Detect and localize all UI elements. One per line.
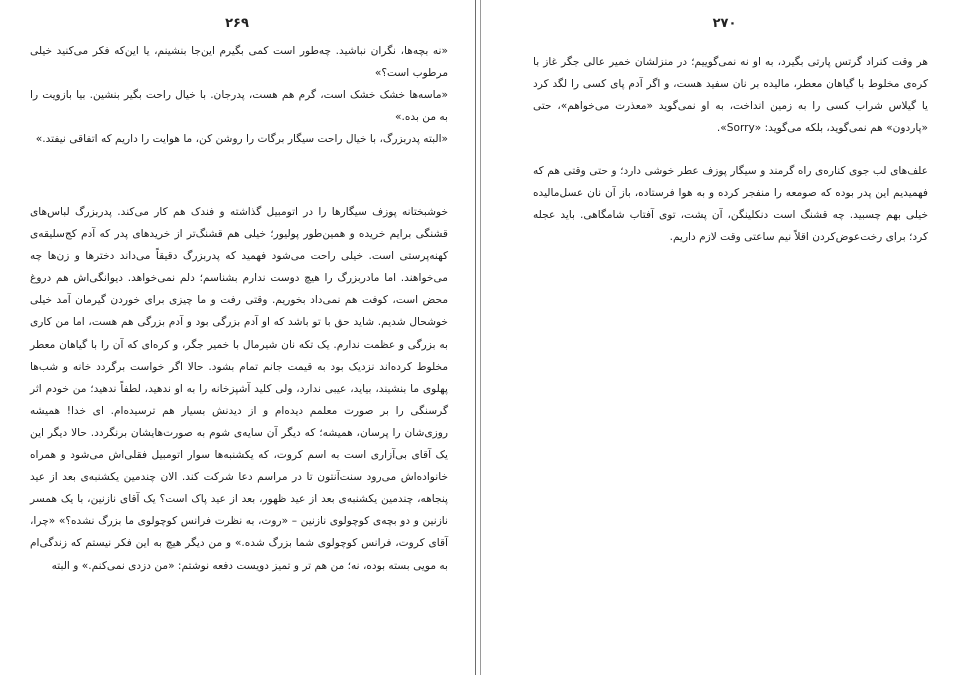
left-page-dialogue bbox=[30, 40, 448, 150]
right-page-paragraph-2 bbox=[533, 160, 928, 248]
right-page bbox=[487, 0, 962, 675]
prose-paragraph: علف‌های لب جوی کناره‌ی راه گرمند و سیگار پوزف عطر خوشی دارد؛ و حتی وقتی هم که فهمیدیم این پدر بوده که صومعه را منفجر کرده و به هوا فرستاده، باز آن نان عسل‌مالیده خیلی بهم چسبید. چه قشنگ است دنکلینگن، آن پشت، توی آفتاب شامگاهی. باید عجله کرد؛ برای رخت‌عوض‌کردن اقلاً نیم ساعتی وقت لازم داریم. bbox=[533, 165, 928, 244]
right-page-number: ۲۷۰ bbox=[712, 16, 737, 31]
left-page-number: ۲۶۹ bbox=[225, 16, 249, 31]
book-gutter bbox=[474, 0, 487, 675]
left-page-prose bbox=[30, 201, 448, 577]
left-page bbox=[0, 0, 474, 675]
prose-paragraph: هر وقت کنراد گرتس پارتی بگیرد، به او نه نمی‌گوییم؛ در منزلشان خمیر عالی جگر غاز با کره‌ی مخلوط با گیاهان معطر، مالیده بر نان سفید هست، و اگر آدم پای کسی را لگد کرد یا گیلاس شراب کسی را به زمین انداخت، به او نمی‌گوید «معذرت می‌خواهم»، حتی «پاردون» هم نمی‌گوید، بلکه می‌گوید: «Sorry». bbox=[533, 56, 928, 135]
gutter-line bbox=[475, 0, 476, 675]
dialogue-line: «البته پدربزرگ، با خیال راحت سیگار برگات را روشن کن، ما هوایت را داریم که اتفاقی نیفتد.» bbox=[35, 133, 448, 146]
gutter-line bbox=[480, 0, 481, 675]
dialogue-line: «ماسه‌ها خشک خشک است، گرم هم هست، پدرجان. با خیال راحت بگیر بنشین. بیا بازویت را به من بده.» bbox=[30, 89, 448, 124]
dialogue-line: «نه بچه‌ها، نگران نباشید. چه‌طور است کمی بگیرم این‌جا بنشینم، یا این‌که فکر می‌کنید خیلی مرطوب است؟» bbox=[30, 45, 448, 80]
right-page-paragraph-1 bbox=[533, 51, 928, 139]
prose-paragraph: خوشبختانه پوزف سیگارها را در اتومبیل گذاشته و فندک هم کار می‌کند. پدربزرگ لباس‌های قشنگی برایم خریده و همین‌طور پولیور؛ خیلی هم قشنگ‌تر از خریدهای پدر که آدم کج‌سلیقه‌ی کهنه‌پرستی است. خیلی راحت می‌شود فهمید که پدربزرگ دقیقاً می‌داند دخترها و زن‌ها چه می‌خواهند. اما مادربزرگ را هیچ دوست ندارم بشناسم؛ دلم نمی‌خواهد. دیوانگی‌اش هم دروغ محض است، کوفت هم نمی‌داد بخوریم. وقتی رفت و ما چیزی برای خوردن گیرمان آمد خیلی خوشحال شدیم. شاید حق با تو باشد که او آدم بزرگی بود و آدم بزرگی هم هست، اما من کاری به بزرگی و عظمت ندارم. یک تکه نان شیرمال با خمیر جگر، و کره‌ای که آن را با گیاهان معطر مخلوط کرده‌اند نزدیک بود به قیمت جانم تمام بشود. حالا اگر خواست برگردد خانه و شب‌ها پهلوی ما بنشیند، بیاید، عیبی ندارد، ولی کلید آشپزخانه را به او ندهید، لطفاً ندهید؛ من خودم اثر گرسنگی را بر صورت معلمم دیده‌ام و از دیدنش بسیار هم ترسیده‌ام. ای خدا! همیشه روزی‌شان را پرسان، همیشه؛ که دیگر آن سایه‌ی شوم به صورت‌هایشان برنگردد. حالا دیگر این یک آقای بی‌آزاری است به اسم کروت، که یکشنبه‌ها سوار اتومبیل فقلی‌اش می‌شود و همراه خانواده‌اش می‌رود سنت‌آنتون تا در مراسم دعا شرکت کند. الان چندمین یکشنبه‌ی بعد از عید پنجاهه، چندمین یکشنبه‌ی بعد از عید ظهور، بعد از عید پاک است؟ یک آقای نازنین، با یک همسر نازنین و دو بچه‌ی کوچولوی نازنین – «روت، به نظرت فرانس کوچولوی ما بزرگ نشده؟» «چرا، آقای کروت، فرانس کوچولوی شما بزرگ شده.» و من دیگر هیچ به این فکر نیستم که زندگی‌ام به مویی بسته بوده، نه؛ من هم تر و تمیز دویست دفعه نوشتم: «من دزدی نمی‌کنم.» و البته bbox=[30, 206, 448, 572]
